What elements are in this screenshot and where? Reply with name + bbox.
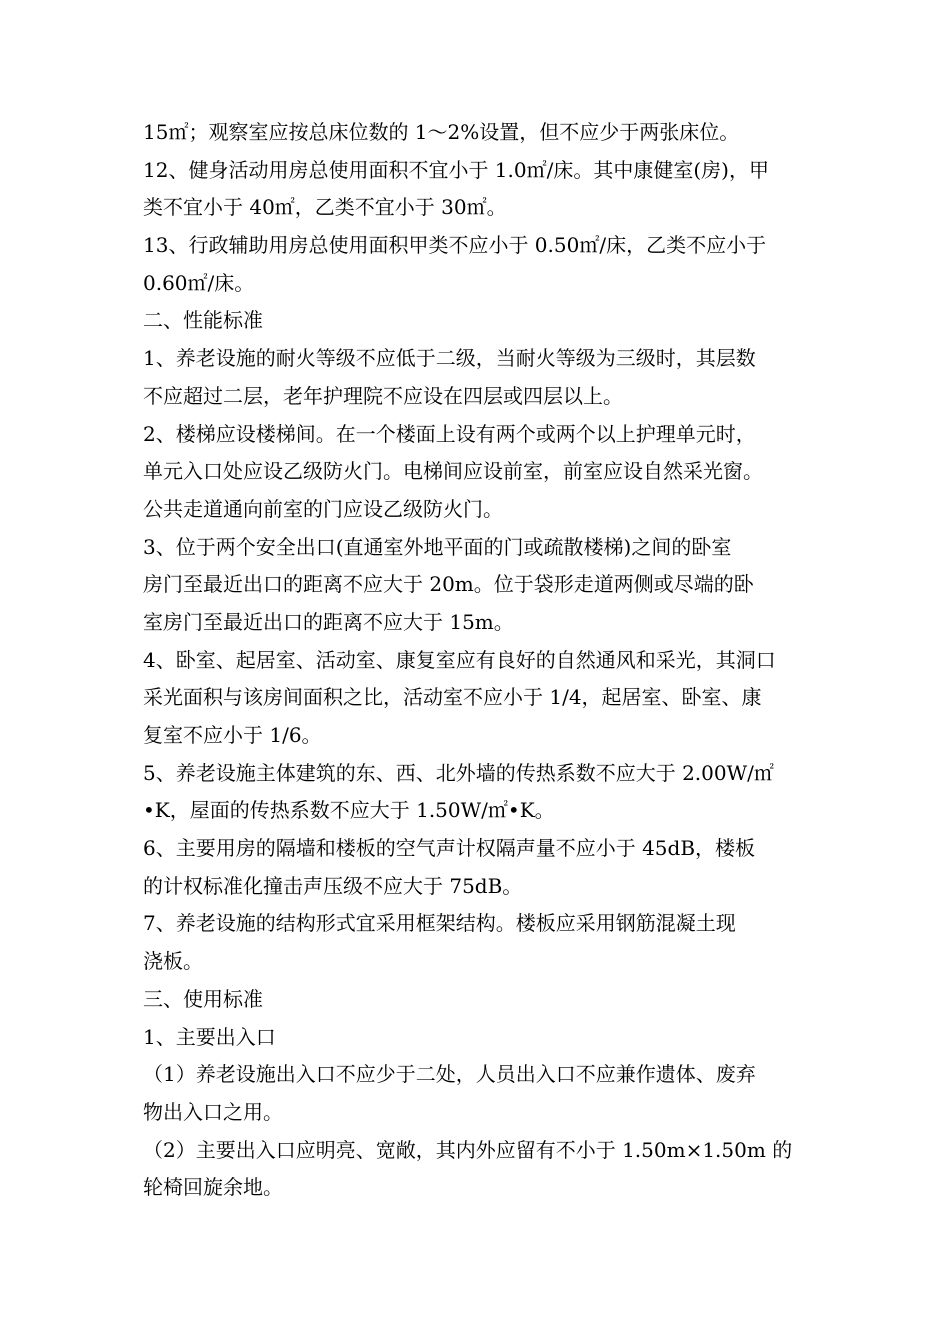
text-line: 6、主要用房的隔墙和楼板的空气声计权隔声量不应小于 45dB，楼板 <box>143 836 756 861</box>
text-line: 轮椅回旋余地。 <box>143 1175 283 1200</box>
text-line: 0.60㎡/床。 <box>143 270 255 295</box>
text-line: 12、健身活动用房总使用面积不宜小于 1.0㎡/床。其中康健室(房)，甲 <box>143 157 769 182</box>
text-line: 采光面积与该房间面积之比，活动室不应小于 1/4，起居室、卧室、康 <box>143 685 762 710</box>
text-line: 4、卧室、起居室、活动室、康复室应有良好的自然通风和采光，其洞口 <box>143 647 776 672</box>
text-line: 13、行政辅助用房总使用面积甲类不应小于 0.50㎡/床，乙类不应小于 <box>143 233 767 258</box>
text-line: 的计权标准化撞击声压级不应大于 75dB。 <box>143 873 523 898</box>
section-heading: 三、使用标准 <box>143 986 263 1011</box>
text-line: 浇板。 <box>143 949 203 974</box>
text-line: 物出入口之用。 <box>143 1099 283 1124</box>
text-line: 5、养老设施主体建筑的东、西、北外墙的传热系数不应大于 2.00W/㎡ <box>143 760 774 785</box>
text-line: 公共走道通向前室的门应设乙级防火门。 <box>143 496 503 521</box>
text-line: （2）主要出入口应明亮、宽敞，其内外应留有不小于 1.50m×1.50m 的 <box>143 1137 793 1162</box>
text-line: 1、主要出入口 <box>143 1024 276 1049</box>
text-line: 复室不应小于 1/6。 <box>143 723 322 747</box>
document-body <box>143 114 813 1207</box>
text-line: （1）养老设施出入口不应少于二处，人员出入口不应兼作遗体、废弃 <box>143 1062 756 1087</box>
text-line: 3、位于两个安全出口(直通室外地平面的门或疏散楼梯)之间的卧室 <box>143 534 732 559</box>
text-line: 不应超过二层，老年护理院不应设在四层或四层以上。 <box>143 383 623 408</box>
text-line: 1、养老设施的耐火等级不应低于二级，当耐火等级为三级时，其层数 <box>143 346 756 371</box>
text-line: 类不宜小于 40㎡，乙类不宜小于 30㎡。 <box>143 195 507 220</box>
text-line: 2、楼梯应设楼梯间。在一个楼面上设有两个或两个以上护理单元时， <box>143 421 756 446</box>
text-line: •K，屋面的传热系数不应大于 1.50W/㎡•K。 <box>143 798 555 823</box>
text-line: 7、养老设施的结构形式宜采用框架结构。楼板应采用钢筋混凝土现 <box>143 911 736 936</box>
text-line: 15㎡；观察室应按总床位数的 1～2%设置，但不应少于两张床位。 <box>143 120 740 144</box>
text-line: 房门至最近出口的距离不应大于 20m。位于袋形走道两侧或尽端的卧 <box>143 572 754 597</box>
section-heading: 二、性能标准 <box>143 308 263 333</box>
text-line: 室房门至最近出口的距离不应大于 15m。 <box>143 609 514 634</box>
text-line: 单元入口处应设乙级防火门。电梯间应设前室，前室应设自然采光窗。 <box>143 459 763 484</box>
